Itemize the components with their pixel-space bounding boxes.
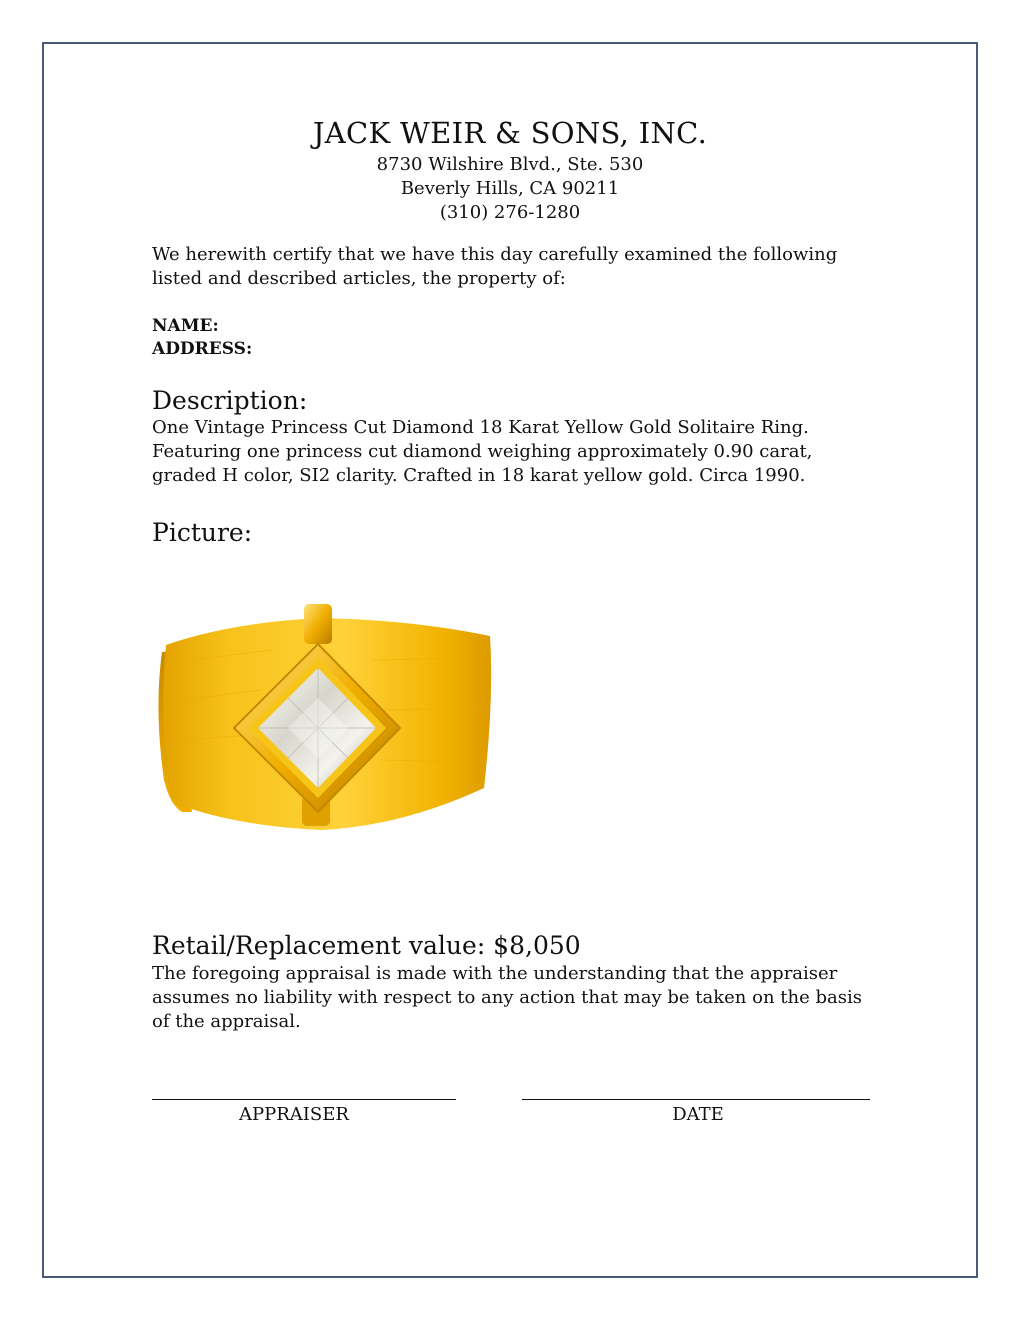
appraiser-signature-line bbox=[152, 1099, 456, 1100]
address-label: ADDRESS: bbox=[152, 339, 253, 359]
date-signature-line bbox=[522, 1099, 870, 1100]
ring-photo bbox=[152, 590, 500, 850]
company-name: JACK WEIR & SONS, INC. bbox=[312, 116, 708, 150]
ring-illustration bbox=[152, 590, 500, 850]
date-label: DATE bbox=[672, 1104, 724, 1125]
company-phone: (310) 276-1280 bbox=[439, 202, 581, 223]
company-address-line1: 8730 Wilshire Blvd., Ste. 530 bbox=[376, 154, 644, 175]
letterhead bbox=[0, 113, 1020, 225]
description-heading: Description: bbox=[152, 386, 308, 415]
certification-text: We herewith certify that we have this day carefully examined the following listed and described articles, the property of: bbox=[152, 244, 838, 289]
owner-fields bbox=[152, 315, 874, 361]
retail-value: Retail/Replacement value: $8,050 bbox=[152, 931, 581, 960]
name-label: NAME: bbox=[152, 316, 219, 336]
company-address-line2: Beverly Hills, CA 90211 bbox=[400, 178, 620, 199]
appraisal-disclaimer: The foregoing appraisal is made with the understanding that the appraiser assumes no liability with respect to any action that may be taken on the basis of the appraisal. bbox=[152, 963, 862, 1032]
description-text: One Vintage Princess Cut Diamond 18 Karat Yellow Gold Solitaire Ring. Featuring one princess cut diamond weighing approximately 0.90 carat, graded H color, SI2 clarity. Crafted in 18 karat yellow gold. Circa 1990. bbox=[152, 417, 813, 486]
picture-heading: Picture: bbox=[152, 518, 253, 547]
appraiser-label: APPRAISER bbox=[239, 1104, 349, 1125]
